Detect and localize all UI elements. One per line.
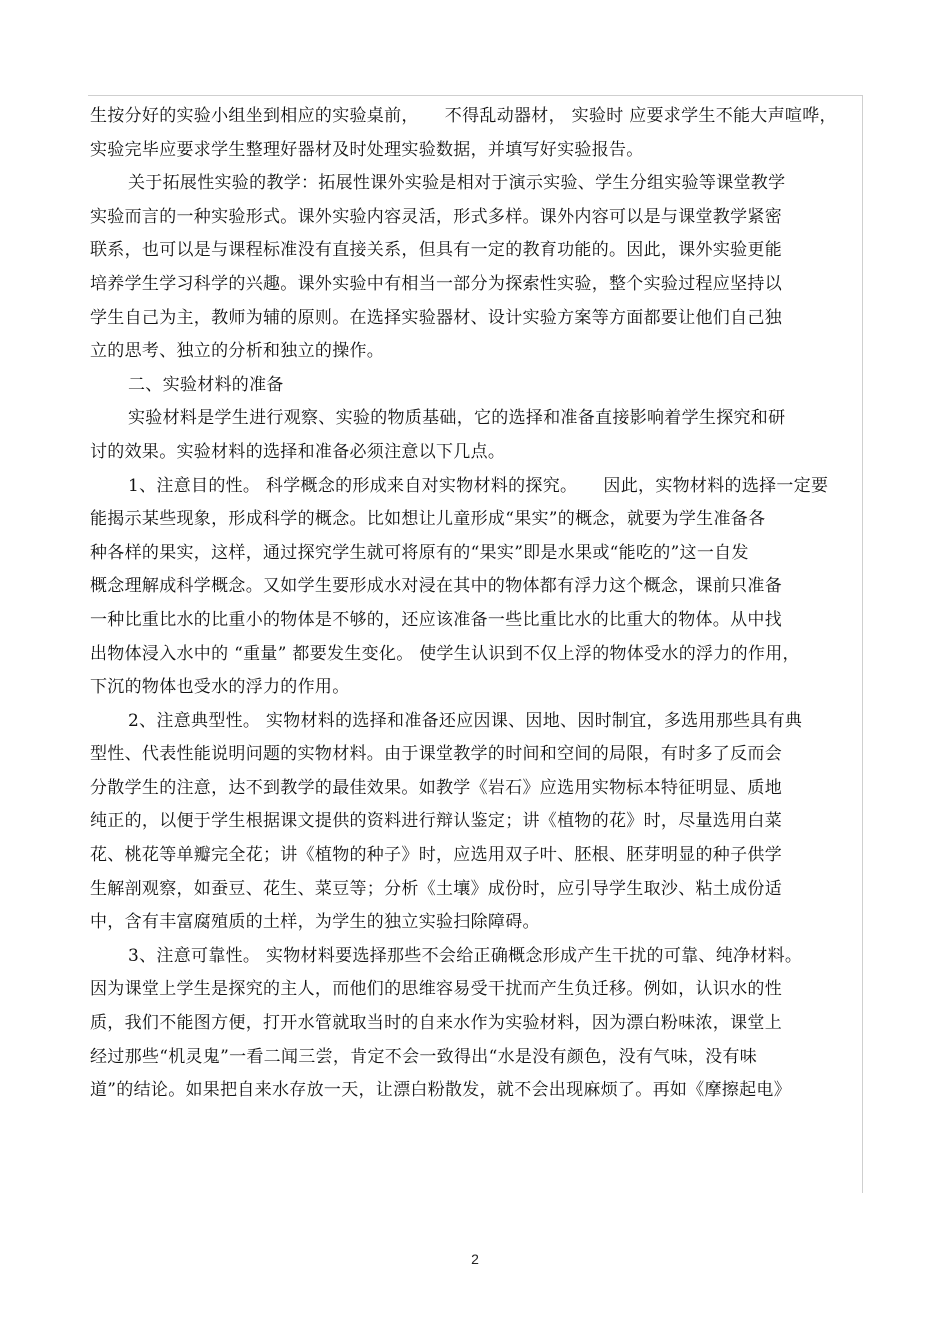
text-line: 培养学生学习科学的兴趣。课外实验中有相当一部分为探索性实验，整个实验过程应坚持以 — [90, 273, 782, 294]
text-line: 型性、代表性能说明问题的实物材料。由于课堂教学的时间和空间的局限，有时多了反而会 — [90, 744, 782, 765]
text-line: 能揭示某些现象，形成科学的概念。比如想让儿童形成“果实”的概念，就要为学生准备各 — [90, 509, 766, 530]
text-line: 花、桃花等单瓣完全花；讲《植物的种子》时，应选用双子叶、胚根、胚芽明显的种子供学 — [90, 845, 782, 866]
text-line: 下沉的物体也受水的浮力的作用。 — [90, 677, 350, 698]
text-line: 分散学生的注意，达不到教学的最佳效果。如教学《岩石》应选用实物标本特征明显、质地 — [90, 777, 782, 798]
text-line: 实验而言的一种实验形式。课外实验内容灵活，形式多样。课外内容可以是与课堂教学紧密 — [90, 206, 782, 227]
text-line: 联系，也可以是与课程标准没有直接关系，但具有一定的教育功能的。因此，课外实验更能 — [90, 240, 782, 261]
text-line: 生按分好的实验小组坐到相应的实验桌前， 不得乱动器材， 实验时 应要求学生不能大声喧哗， — [90, 106, 837, 126]
text-line: 经过那些“机灵鬼”一看二闻三尝，肯定不会一致得出“水是没有颜色，没有气味，没有味 — [90, 1046, 758, 1067]
text-line: 立的思考、独立的分析和独立的操作。 — [90, 341, 385, 362]
text-line: 1、注意目的性。 科学概念的形成来自对实物材料的探究。 因此，实物材料的选择一定要 — [128, 475, 829, 496]
page-number: 2 — [471, 1251, 479, 1267]
text-line: 概念理解成科学概念。又如学生要形成水对浸在其中的物体都有浮力这个概念，课前只准备 — [90, 576, 782, 597]
text-line: 讨的效果。实验材料的选择和准备必须注意以下几点。 — [90, 441, 506, 462]
text-line: 学生自己为主，教师为辅的原则。在选择实验器材、设计实验方案等方面都要让他们自己独 — [90, 307, 782, 328]
text-line: 道”的结论。如果把自来水存放一天，让漂白粉散发，就不会出现麻烦了。再如《摩擦起电》 — [90, 1080, 791, 1101]
text-line: 二、实验材料的准备 — [128, 374, 284, 395]
text-line: 生解剖观察，如蚕豆、花生、菜豆等；分析《土壤》成份时，应引导学生取沙、粘土成份适 — [90, 878, 782, 899]
text-line: 3、注意可靠性。 实物材料要选择那些不会给正确概念形成产生干扰的可靠、纯净材料。 — [128, 945, 803, 966]
text-line: 质，我们不能图方便，打开水管就取当时的自来水作为实验材料，因为漂白粉味浓，课堂上 — [90, 1013, 782, 1034]
document-body — [90, 100, 858, 1108]
text-line: 出物体浸入水中的 “重量” 都要发生变化。 使学生认识到不仅上浮的物体受水的浮力的作用， — [90, 643, 800, 664]
text-line: 一种比重比水的比重小的物体是不够的，还应该准备一些比重比水的比重大的物体。从中找 — [90, 609, 782, 630]
text-line: 实验完毕应要求学生整理好器材及时处理实验数据，并填写好实验报告。 — [90, 139, 644, 160]
text-line: 关于拓展性实验的教学：拓展性课外实验是相对于演示实验、学生分组实验等课堂教学 — [128, 173, 786, 194]
text-line: 纯正的，以便于学生根据课文提供的资料进行辩认鉴定；讲《植物的花》时，尽量选用白菜 — [90, 811, 782, 832]
page-border-top — [88, 95, 863, 96]
text-line: 实验材料是学生进行观察、实验的物质基础，它的选择和准备直接影响着学生探究和研 — [128, 408, 786, 429]
text-line: 中，含有丰富腐殖质的土样，为学生的独立实验扫除障碍。 — [90, 912, 540, 933]
text-line: 种各样的果实，这样，通过探究学生就可将原有的“果实”即是水果或“能吃的”这一自发 — [90, 542, 749, 563]
text-line: 因为课堂上学生是探究的主人，而他们的思维容易受干扰而产生负迁移。例如，认识水的性 — [90, 979, 782, 1000]
page-border-right — [862, 95, 863, 1193]
text-line: 2、注意典型性。 实物材料的选择和准备还应因课、因地、因时制宜，多选用那些具有典 — [128, 710, 803, 731]
